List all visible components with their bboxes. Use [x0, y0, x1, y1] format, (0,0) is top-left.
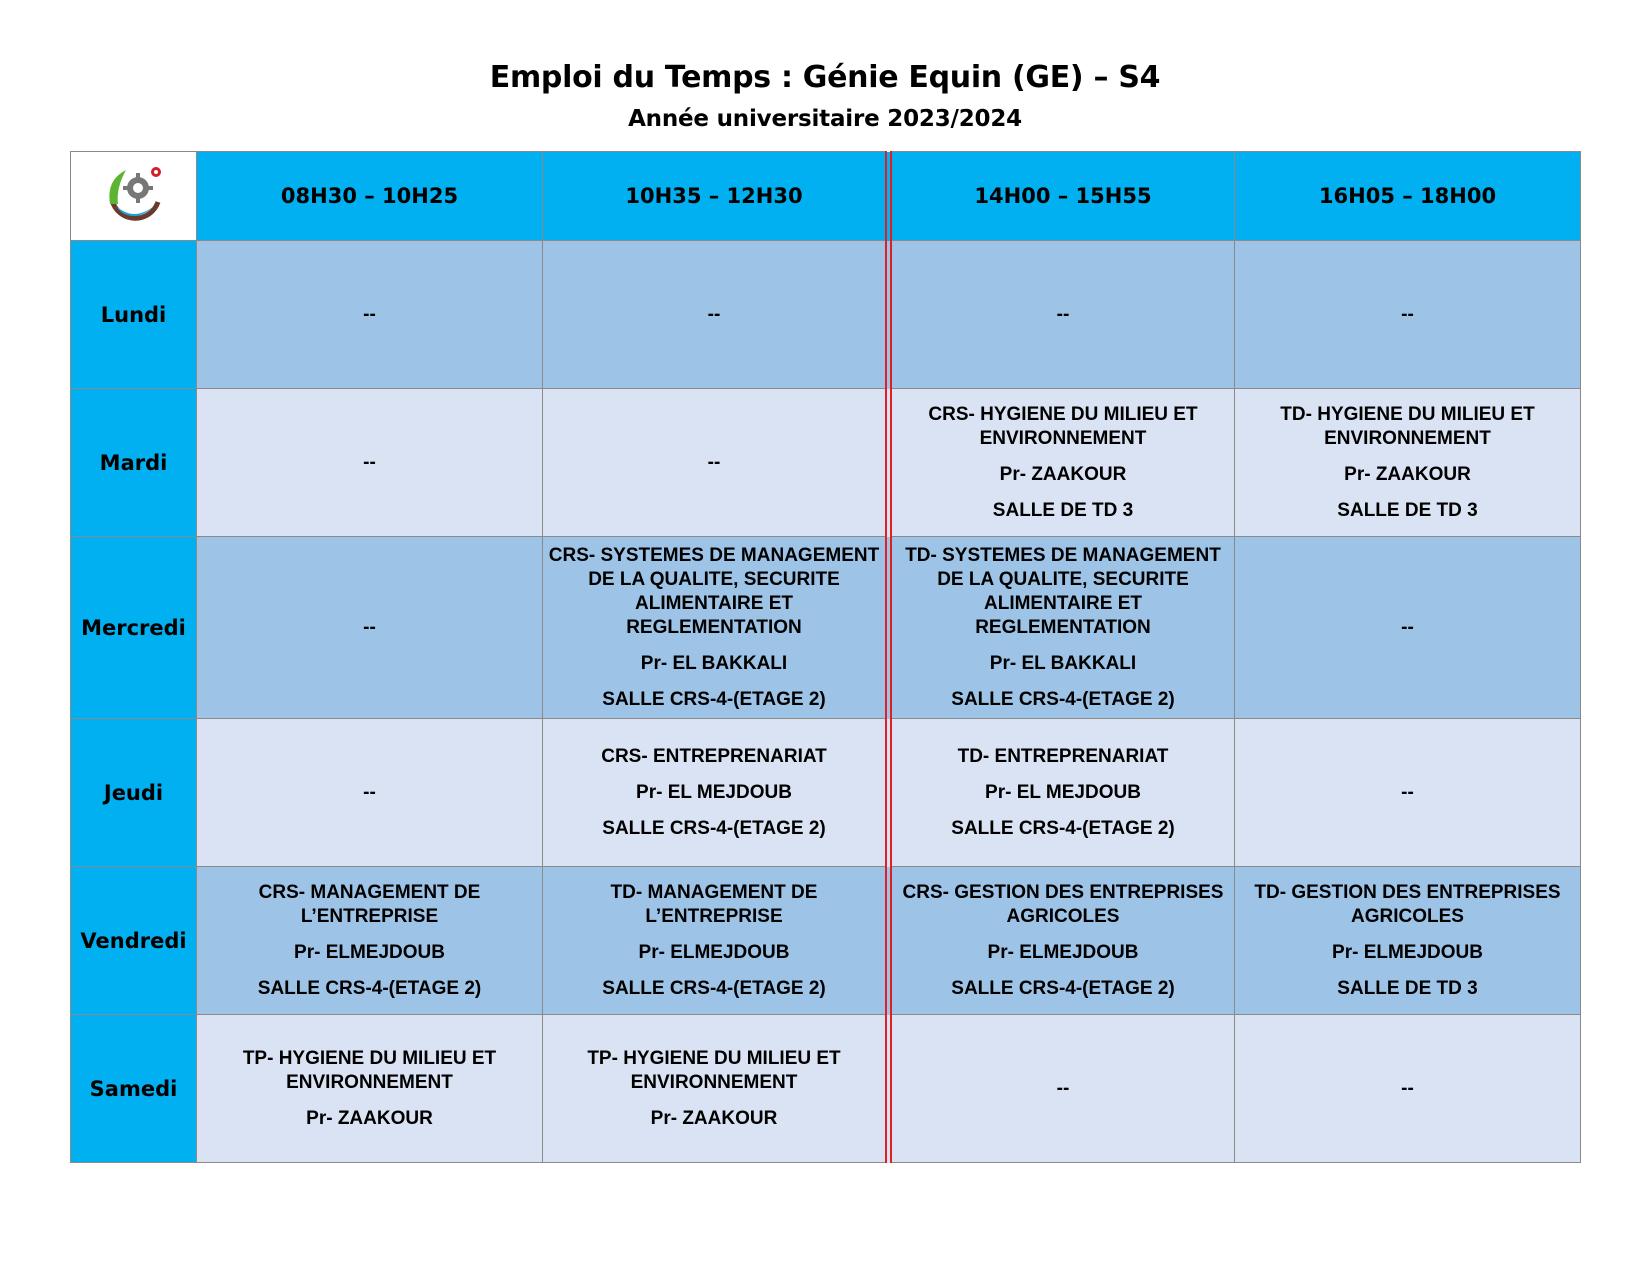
schedule-cell: [197, 1015, 543, 1163]
schedule-cell: [889, 389, 1235, 537]
empty-slot: --: [363, 303, 376, 325]
course-title: TP- HYGIENE DU MILIEU ET ENVIRONNEMENT: [242, 1047, 497, 1093]
schedule-cell: [543, 867, 889, 1015]
empty-slot: --: [707, 303, 721, 325]
page-subtitle: Année universitaire 2023/2024: [628, 106, 1022, 132]
empty-slot: --: [363, 781, 376, 803]
empty-slot: --: [1056, 303, 1070, 325]
course-title: CRS- MANAGEMENT DE L’ENTREPRISE: [258, 881, 481, 927]
room-name: SALLE CRS-4-(ETAGE 2): [257, 977, 482, 999]
schedule-cell: [1235, 719, 1581, 867]
course-title: CRS- HYGIENE DU MILIEU ET ENVIRONNEMENT: [928, 403, 1198, 449]
day-label: Mardi: [71, 389, 197, 537]
schedule-cell: [543, 241, 889, 389]
slot-header: 14H00 – 15H55: [889, 152, 1235, 241]
timetable: [70, 151, 1581, 1163]
empty-slot: --: [1401, 616, 1414, 638]
empty-slot: --: [1056, 1077, 1070, 1099]
day-label: Jeudi: [71, 719, 197, 867]
page-title: Emploi du Temps : Génie Equin (GE) – S4: [489, 60, 1161, 95]
professor-name: Pr- ELMEJDOUB: [294, 941, 445, 963]
room-name: SALLE CRS-4-(ETAGE 2): [602, 817, 826, 839]
school-logo-icon: [75, 160, 192, 232]
course-title: CRS- ENTREPRENARIAT: [601, 745, 827, 767]
schedule-cell: [197, 719, 543, 867]
empty-slot: --: [363, 616, 376, 638]
room-name: SALLE DE TD 3: [1337, 977, 1478, 999]
professor-name: Pr- ELMEJDOUB: [638, 941, 790, 963]
schedule-cell: [889, 537, 1235, 719]
room-name: SALLE CRS-4-(ETAGE 2): [602, 688, 826, 710]
schedule-cell: [197, 241, 543, 389]
professor-name: Pr- EL BAKKALI: [640, 652, 788, 674]
schedule-cell: [197, 389, 543, 537]
professor-name: Pr- ELMEJDOUB: [1332, 941, 1483, 963]
room-name: SALLE DE TD 3: [1337, 499, 1478, 521]
course-title: TD- GESTION DES ENTREPRISES AGRICOLES: [1254, 881, 1561, 927]
course-title: TD- HYGIENE DU MILIEU ET ENVIRONNEMENT: [1280, 403, 1535, 449]
course-title: CRS- GESTION DES ENTREPRISES AGRICOLES: [902, 881, 1224, 927]
schedule-cell: [1235, 389, 1581, 537]
schedule-cell: [889, 719, 1235, 867]
professor-name: Pr- ZAAKOUR: [1344, 463, 1471, 485]
day-row: [71, 1015, 1581, 1163]
professor-name: Pr- EL BAKKALI: [989, 652, 1137, 674]
professor-name: Pr- ZAAKOUR: [999, 463, 1127, 485]
slot-header: 08H30 – 10H25: [197, 152, 543, 241]
schedule-cell: [1235, 537, 1581, 719]
professor-name: Pr- ELMEJDOUB: [987, 941, 1139, 963]
day-label: Lundi: [71, 241, 197, 389]
schedule-cell: [889, 241, 1235, 389]
schedule-cell: [543, 389, 889, 537]
room-name: SALLE CRS-4-(ETAGE 2): [951, 688, 1175, 710]
empty-slot: --: [707, 451, 721, 473]
course-title: TP- HYGIENE DU MILIEU ET ENVIRONNEMENT: [587, 1047, 841, 1093]
schedule-cell: [1235, 1015, 1581, 1163]
course-title: TD- MANAGEMENT DE L’ENTREPRISE: [610, 881, 818, 927]
day-row: [71, 867, 1581, 1015]
schedule-cell: [543, 537, 889, 719]
slot-header: 16H05 – 18H00: [1235, 152, 1581, 241]
header-row: [71, 152, 1581, 241]
course-title: CRS- SYSTEMES DE MANAGEMENT DE LA QUALITE, SECURITE ALIMENTAIRE ET REGLEMENTATION: [548, 544, 880, 638]
room-name: SALLE CRS-4-(ETAGE 2): [951, 977, 1175, 999]
room-name: SALLE CRS-4-(ETAGE 2): [602, 977, 826, 999]
course-title: TD- ENTREPRENARIAT: [957, 745, 1169, 767]
logo-cell: [71, 152, 197, 241]
room-name: SALLE DE TD 3: [992, 499, 1134, 521]
day-row: [71, 719, 1581, 867]
schedule-cell: [1235, 867, 1581, 1015]
room-name: SALLE CRS-4-(ETAGE 2): [951, 817, 1175, 839]
day-row: [71, 241, 1581, 389]
day-row: [71, 389, 1581, 537]
slot-header: 10H35 – 12H30: [543, 152, 889, 241]
empty-slot: --: [1401, 781, 1414, 803]
empty-slot: --: [1401, 303, 1414, 325]
professor-name: Pr- ZAAKOUR: [650, 1107, 778, 1129]
empty-slot: --: [1401, 1077, 1414, 1099]
professor-name: Pr- ZAAKOUR: [306, 1107, 433, 1129]
schedule-cell: [1235, 241, 1581, 389]
schedule-cell: [889, 867, 1235, 1015]
day-label: Mercredi: [71, 537, 197, 719]
schedule-cell: [197, 867, 543, 1015]
day-label: Vendredi: [71, 867, 197, 1015]
schedule-cell: [543, 1015, 889, 1163]
professor-name: Pr- EL MEJDOUB: [636, 781, 792, 803]
day-label: Samedi: [71, 1015, 197, 1163]
empty-slot: --: [363, 451, 376, 473]
schedule-cell: [197, 537, 543, 719]
professor-name: Pr- EL MEJDOUB: [985, 781, 1141, 803]
course-title: TD- SYSTEMES DE MANAGEMENT DE LA QUALITE, SECURITE ALIMENTAIRE ET REGLEMENTATION: [905, 544, 1221, 638]
schedule-cell: [543, 719, 889, 867]
day-row: [71, 537, 1581, 719]
schedule-cell: [889, 1015, 1235, 1163]
